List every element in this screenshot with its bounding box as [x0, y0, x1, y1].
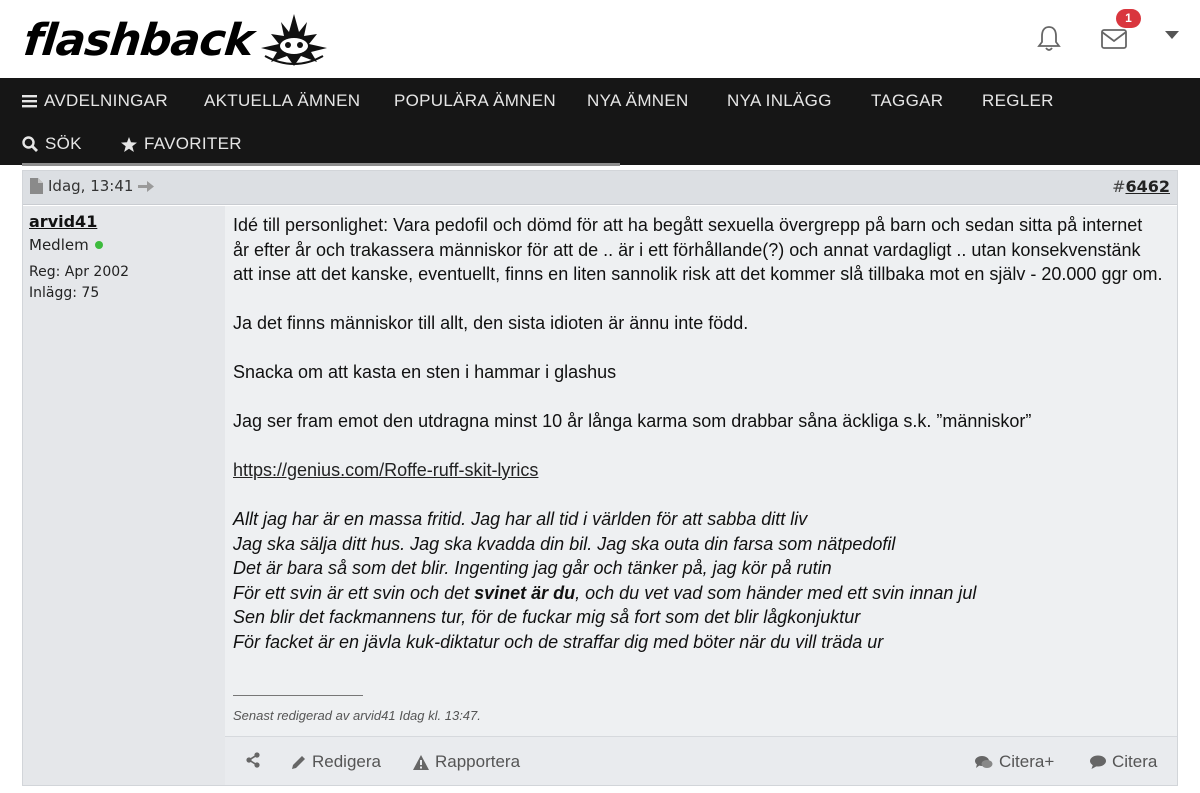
arrow-right-icon[interactable] — [138, 180, 154, 193]
document-icon — [30, 178, 43, 194]
nav-label: TAGGAR — [871, 91, 944, 110]
forum-post — [22, 170, 1178, 786]
nav-item-regler[interactable] — [982, 91, 1054, 111]
nav-label: AVDELNINGAR — [44, 91, 168, 110]
nav-item-favoriter[interactable] — [121, 134, 242, 154]
logo-mascot-icon — [257, 12, 331, 68]
site-logo[interactable] — [21, 12, 331, 68]
post-paragraph: Ja det finns människor till allt, den sista idioten är ännu inte född. — [233, 313, 749, 333]
quote-plus-button[interactable] — [975, 752, 1054, 772]
nav-label: SÖK — [45, 134, 82, 153]
nav-item-nya-inlagg[interactable] — [727, 91, 832, 111]
lyrics-line: Allt jag har är en massa fritid. Jag har all tid i världen för att sabba ditt liv — [233, 509, 808, 529]
user-rank-text: Medlem — [29, 236, 89, 254]
post-message — [233, 213, 1163, 654]
nav-item-sok[interactable] — [22, 134, 82, 154]
edit-button[interactable] — [291, 752, 381, 772]
nav-label: AKTUELLA ÄMNEN — [204, 91, 361, 110]
report-label: Rapportera — [435, 752, 521, 771]
post-date-text: Idag, 13:41 — [48, 177, 134, 195]
signature-divider — [233, 695, 363, 696]
nav-label: FAVORITER — [144, 134, 242, 153]
online-status-icon — [95, 241, 103, 249]
post-body — [225, 206, 1177, 736]
quote-plus-label: Citera+ — [999, 752, 1055, 771]
comment-icon — [1090, 755, 1106, 770]
share-button[interactable] — [245, 752, 261, 768]
nav-active-underline — [22, 163, 620, 166]
lyrics-line: Jag ska sälja ditt hus. Jag ska kvadda din bil. Jag ska outa din farsa som nätpedofil — [233, 533, 896, 554]
nav-item-avdelningar[interactable] — [22, 91, 168, 111]
lyrics-text: , och du vet vad som händer med ett svin innan jul — [575, 582, 977, 603]
quote-button[interactable] — [1090, 752, 1157, 772]
user-rank — [29, 236, 103, 254]
warning-icon — [413, 755, 429, 770]
logo-text: flashback — [21, 14, 256, 66]
nav-label: NYA INLÄGG — [727, 91, 832, 110]
user-post-count: Inlägg: 75 — [29, 285, 100, 301]
nav-item-aktuella-amnen[interactable] — [204, 91, 360, 111]
user-registered: Reg: Apr 2002 — [29, 264, 130, 280]
pencil-icon — [291, 755, 306, 770]
search-icon — [22, 136, 38, 152]
lyrics-line: Det är bara så som det blir. Ingenting jag går och tänker på, jag kör på rutin — [233, 558, 832, 578]
post-date — [30, 177, 154, 195]
post-number-prefix: # — [1112, 177, 1126, 196]
menu-icon — [22, 94, 37, 108]
bell-icon[interactable] — [1036, 24, 1062, 52]
nav-label: POPULÄRA ÄMNEN — [394, 91, 556, 110]
lyrics-text: För ett svin är ett svin och det — [233, 582, 475, 603]
nav-label: REGLER — [982, 91, 1054, 110]
mail-icon[interactable] — [1100, 26, 1128, 52]
lyrics-line: Sen blir det fackmannens tur, för de fuckar mig så fort som det blir lågkonjuktur — [233, 607, 861, 627]
post-paragraph: Jag ser fram emot den utdragna minst 10 år långa karma som drabbar såna äckliga s.k. ”människor” — [233, 411, 1032, 431]
external-link[interactable]: https://genius.com/Roffe-ruff-skit-lyrics — [233, 460, 539, 480]
main-nav — [0, 78, 1200, 165]
lyrics-line — [233, 581, 1163, 606]
lyrics-bold-text: svinet är du — [474, 582, 576, 603]
nav-item-nya-amnen[interactable] — [587, 91, 689, 111]
username-link[interactable]: arvid41 — [29, 212, 98, 231]
nav-item-populara-amnen[interactable] — [394, 91, 556, 111]
nav-label: NYA ÄMNEN — [587, 91, 689, 110]
site-header — [0, 0, 1200, 78]
post-number-link[interactable]: 6462 — [1125, 177, 1170, 196]
edit-label: Redigera — [312, 752, 381, 771]
account-dropdown-icon[interactable] — [1165, 31, 1179, 39]
nav-item-taggar[interactable] — [871, 91, 943, 111]
post-header — [23, 171, 1177, 205]
quoted-lyrics — [233, 507, 1163, 654]
lyrics-line: För facket är en jävla kuk-diktatur och de straffar dig med böter när du vill träda ur — [233, 631, 884, 652]
post-paragraph: Idé till personlighet: Vara pedofil och dömd för att ha begått sexuella övergrepp på barn och sedan sitta på internet år efter år och trakassera människor för att de .. är i ett förhållande(?) och annat vardagligt .. utan konsekvenstänk att inse att det kanske, eventuellt, finns en liten sannolik risk att det kommer slå tillbaka mot en själv - 20.000 ggr om. — [233, 215, 1163, 284]
quote-label: Citera — [1112, 752, 1158, 771]
post-actions — [225, 736, 1177, 785]
post-number — [1112, 177, 1170, 196]
comments-icon — [975, 755, 993, 770]
edited-note: Senast redigerad av arvid41 Idag kl. 13:47. — [233, 708, 481, 723]
user-info — [23, 206, 225, 785]
report-button[interactable] — [413, 752, 520, 772]
post-paragraph: Snacka om att kasta en sten i hammar i glashus — [233, 362, 617, 382]
notification-badge[interactable]: 1 — [1116, 9, 1141, 28]
share-icon — [245, 752, 261, 768]
star-icon — [121, 137, 137, 152]
